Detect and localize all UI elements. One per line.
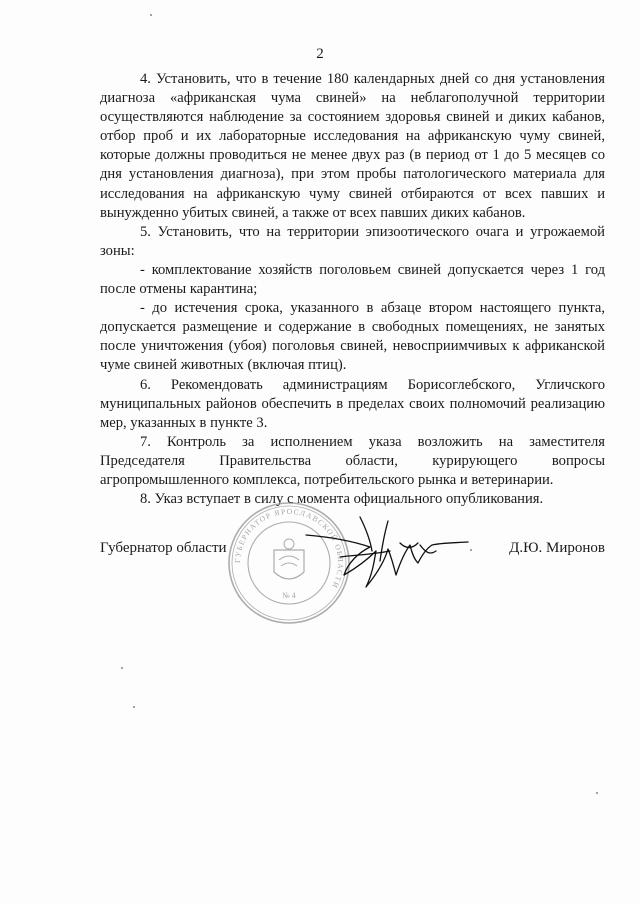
scan-speck <box>150 14 152 16</box>
paragraph-item-5: 5. Установить, что на территории эпизоотического очага и угрожаемой зоны: <box>100 223 605 259</box>
seal-number: № 4 <box>282 591 296 600</box>
signatory-title: Губернатор области <box>100 540 227 556</box>
paragraph-item-4: 4. Установить, что в течение 180 календарных дней со дня установления диагноза «африканская чума свиней» на неблагополучной территории осуществляются наблюдение за состоянием здоровья свиней и диких кабанов, отбор проб и их лабораторные исследования на африканскую чуму свиней, которые должны проводиться не менее двух раз (в период от 1 до 5 месяцев со дня установления диагноза), при этом пробы патологического материала для исследования на африканскую чуму свиней отбираются от всех павших и вынужденно убитых свиней, а также от всех павших диких кабанов. <box>100 71 605 221</box>
paragraph-item-7: 7. Контроль за исполнением указа возложить на заместителя Председателя Правительства области, курирующего вопросы агропромышленного комплекса, потребительского рынка и ветеринарии. <box>100 433 605 488</box>
scan-speck <box>133 706 135 708</box>
scan-speck <box>470 549 472 551</box>
page-number: 2 <box>316 46 324 62</box>
paragraph-item-8: 8. Указ вступает в силу с момента официального опубликования. <box>140 491 544 508</box>
scan-speck <box>121 667 123 669</box>
paragraph-item-5-clause-1: - комплектование хозяйств поголовьем свиней допускается через 1 год после отмены карантина; <box>100 261 605 298</box>
signatory-name: Д.Ю. Миронов <box>509 540 605 556</box>
scan-speck <box>596 792 598 794</box>
handwritten-signature-icon <box>300 505 475 605</box>
seal-ring-text: ГУБЕРНАТОР ЯРОСЛАВСКОЙ ОБЛАСТИ <box>232 506 346 591</box>
document-body <box>100 70 605 509</box>
paragraph-item-6: 6. Рекомендовать администрациям Борисоглебского, Угличского муниципальных районов обеспечить в пределах своих полномочий реализацию мер, указанных в пункте 3. <box>100 376 605 431</box>
paragraph-item-5-clause-2: - до истечения срока, указанного в абзаце втором настоящего пункта, допускается размещение и содержание в свободных помещениях, не занятых после уничтожения (убоя) поголовья свиней, невосприимчивых к африканской чуме свиней животных (включая птиц). <box>100 300 605 374</box>
